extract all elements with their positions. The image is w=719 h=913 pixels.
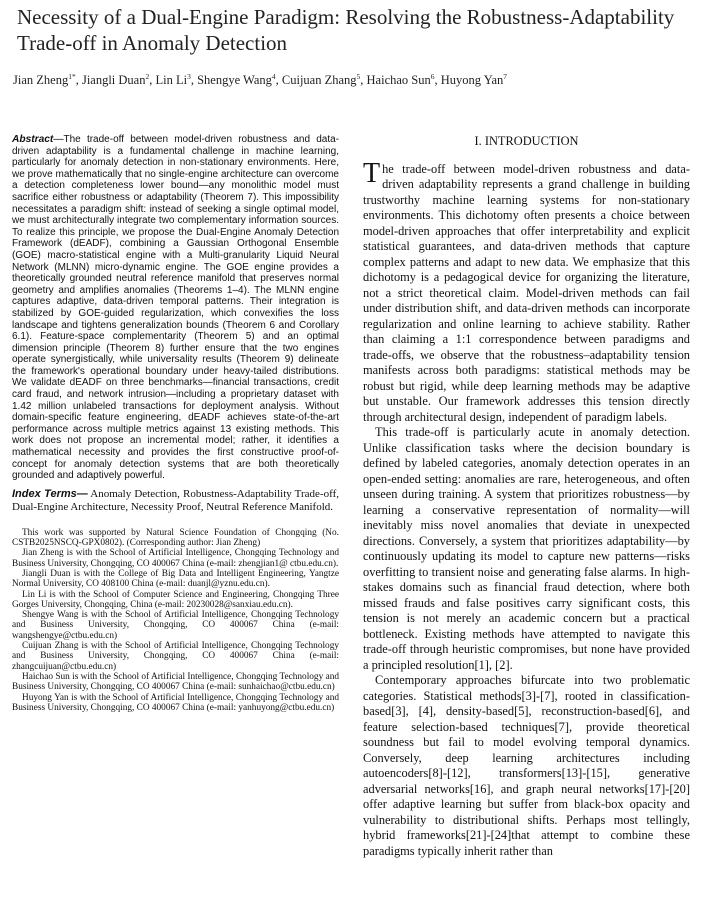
footnote: This work was supported by Natural Science Foundation of Chongqing (No. CSTB2025NSCQ-GPX0802). (Corresponding author: Jian Zheng) [12,527,339,549]
abstract-text: The trade-off between model-driven robustness and data-driven adaptability is a fundamental challenge in machine learning, particularly for anomaly detection in non-stationary environments. Here, we prove mathematically that no single-engine architecture can overcome a detection completeness lower bound—any monolithic model must sacrifice either robustness or adaptability (Theorem 7). This impossibility necessitates a paradigm shift: instead of seeking a single optimal model, we must architecturally integrate two complementary information sources. To realize this principle, we propose the Dual-Engine Anomaly Detection Framework (dEADF), combining a Gaussian Orthogonal Ensemble (GOE) macro-statistical engine with a Multi-granularity Liquid Neural Network (MLNN) micro-dynamic engine. The GOE engine provides a theoretically grounded neutral reference manifold that preserves normal geometry and amplifies anomalies (Theorems 1–4). The MLNN engine captures adaptive, data-driven temporal patterns. Their integration is stabilized by GOE-guided regularization, which convexifies the loss landscape and tightens generalization bounds (Theorem 6 and Corollary 6.1). Feature-space complementarity (Theorem 5) and an optimal dimension principle (Theorem 8) further ensure that the two engines operate synergistically, while universality results (Theorem 9) delineate the framework's operational boundary under heavy-tailed distributions. We validate dEADF on three benchmarks—financial transactions, credit card fraud, and network intrusion—including a proprietary dataset with 1.42 million unlabeled transactions for deployment analysis. Without domain-specific feature engineering, dEADF achieves state-of-the-art performance across multiple metrics against 13 existing methods. This work does not propose an incremental model; rather, it identifies a mathematical necessity and provides the first constructive proof-of-concept for anomaly detection systems that are both theoretically grounded and adaptively powerful. [12,134,339,482]
footnote: Lin Li is with the School of Computer Science and Engineering, Chongqing Three Gorges University, Chongqing, China (e-mail: 20230028@sanxiau.edu.cn). [12,589,339,610]
footnote: Shengye Wang is with the School of Artificial Intelligence, Chongqing Technology and Business University, Chongqing, CO 400067 China (e-mail: wangshengye@ctbu.edu.cn) [12,610,339,641]
index-terms-text: Anomaly Detection, Robustness-Adaptability Trade-off, Dual-Engine Architecture, Necessity Proof, Neutral Reference Manifold. [12,487,339,513]
paragraph: Contemporary approaches bifurcate into two problematic categories. Statistical methods[3]-[7], rooted in classification-based[3], [4], density-based[5], reconstruction-based[6], and feature selection-based techniques[7], provide theoretical soundness but fail to model evolving temporal dynamics. Conversely, deep learning architectures including autoencoders[8]-[12], transformers[13]-[15], generative adversarial networks[16], and graph neural networks[17]-[20] offer adaptive learning but suffer from black-box opacity and vulnerability to distributional shifts. Perhaps most tellingly, hybrid frameworks[21]-[24]that attempt to combine these paradigms typically inherit rather than [363,673,690,858]
footnote: Haichao Sun is with the School of Artificial Intelligence, Chongqing Technology and Business University, Chongqing, CO 400067 China (e-mail: sunhaichao@ctbu.edu.cn) [12,671,339,693]
abstract: Abstract—The trade-off between model-driven robustness and data-driven adaptability is a fundamental challenge in machine learning, particularly for anomaly detection in non-stationary environments. Here, we prove mathematically that no single-engine architecture can overcome a detection completeness lower bound—any monolithic model must sacrifice either robustness or adaptability (Theorem 7). This impossibility necessitates a paradigm shift: instead of seeking a single optimal model, we must architecturally integrate two complementary information sources. To realize this principle, we propose the Dual-Engine Anomaly Detection Framework (dEADF), combining a Gaussian Orthogonal Ensemble (GOE) macro-statistical engine with a Multi-granularity Liquid Neural Network (MLNN) micro-dynamic engine. The GOE engine provides a theoretically grounded neutral reference manifold that preserves normal geometry and amplifies anomalies (Theorems 1–4). The MLNN engine captures adaptive, data-driven temporal patterns. Their integration is stabilized by GOE-guided regularization, which convexifies the loss landscape and tightens generalization bounds (Theorem 6 and Corollary 6.1). Feature-space complementarity (Theorem 5) and an optimal dimension principle (Theorem 8) further ensure that the two engines operate synergistically, while universality results (Theorem 9) delineate the framework's operational boundary under heavy-tailed distributions. We validate dEADF on three benchmarks—financial transactions, credit card fraud, and network intrusion—including a proprietary dataset with 1.42 million unlabeled transactions for deployment analysis. Without domain-specific feature engineering, dEADF achieves state-of-the-art performance across multiple metrics against 13 existing methods. This work does not propose an incremental model; rather, it identifies a mathematical necessity and provides the first constructive proof-of-concept for anomaly detection systems that are both theoretically grounded and adaptively powerful. [12,134,339,482]
author: Cuijuan Zhang$^5$, [281,72,367,88]
author: Jian Zheng$^{1*}$, [13,72,82,88]
left-column [12,134,339,713]
author: Lin Li$^3$, [155,72,198,88]
index-terms [12,488,339,514]
abstract-label: Abstract [12,134,54,145]
footnote: Jian Zheng is with the School of Artificial Intelligence, Chongqing Technology and Business University, Chongqing, CO 400067 China (e-mail: zhengjian1@ ctbu.edu.cn). [12,548,339,569]
author: Jiangli Duan$^2$, [81,72,156,88]
index-terms-label: Index Terms— [12,487,88,500]
paper-title: Necessity of a Dual-Engine Paradigm: Resolving the Robustness-Adaptability Trade-off in Anomaly Detection [17,5,675,55]
author: Huyong Yan$^7$ [440,72,508,88]
footnote: Huyong Yan is with the School of Artificial Intelligence, Chongqing Technology and Business University, Chongqing, CO 400067 China (e-mail: yanhuyong@ctbu.edu.cn) [12,692,339,713]
section-heading: I. INTRODUCTION [474,134,579,148]
paragraph: This trade-off is particularly acute in anomaly detection. Unlike classification tasks where the decision boundary is defined by labeled categories, anomaly detection operates in an open-ended setting: anomalies are rare, heterogeneous, and often unseen during training. A system that prioritizes robustness—by learning a conservative representation of normality—will inevitably miss novel anomalies that deviate in unexpected directions. Conversely, a system that prioritizes adaptability—by continuously updating its model to capture new patterns—risks overfitting to transient noise and generating false alarms. In high-stakes domains such as financial fraud detection, where both missed frauds and false positives carry significant costs, this tension is not merely an academic concern but a practical bottleneck. Existing methods have attempted to navigate this trade-off through heuristic compromises, but none have provided a principled resolution[1], [2]. [363,425,690,672]
footnote: Cuijuan Zhang is with the School of Artificial Intelligence, Chongqing Technology and Business University, Chongqing, CO 400067 China (e-mail: zhangcuijuan@ctbu.edu.cn) [12,641,339,672]
right-column [363,134,690,859]
author: Shengye Wang$^4$, [197,72,282,88]
footnote: Jiangli Duan is with the College of Big Data and Intelligent Engineering, Yangtze Normal University, CO 408100 China (e-mail: duanjl@yznu.edu.cn). [12,569,339,590]
author-list [13,69,703,88]
author: Haichao Sun$^6$, [366,72,441,88]
drop-cap: T [363,157,381,189]
footnotes [12,528,339,713]
paragraph: The trade-off between model-driven robustness and data-driven adaptability represents a grand challenge in building trustworthy machine learning systems for non-stationary environments. This dichotomy often presents a choice between model-driven approaches that offer interpretability and explicit statistical guarantees, and data-driven methods that capture complex patterns and adapt to new data. We emphasize that this dichotomy is a pedagogical device for organizing the literature, not a strict theoretical claim. Model-driven methods can fail under distribution shift, and data-driven methods can incorporate regularization and online learning to achieve stability. Rather than claiming a 1:1 correspondence between paradigms and trade-offs, we observe that the robustness–adaptability tension manifests across both paradigms: statistical methods may be robust but rigid, while deep learning methods may be adaptive but unstable. Our framework addresses this tension directly through architectural design, independent of paradigm labels. [363,157,690,424]
